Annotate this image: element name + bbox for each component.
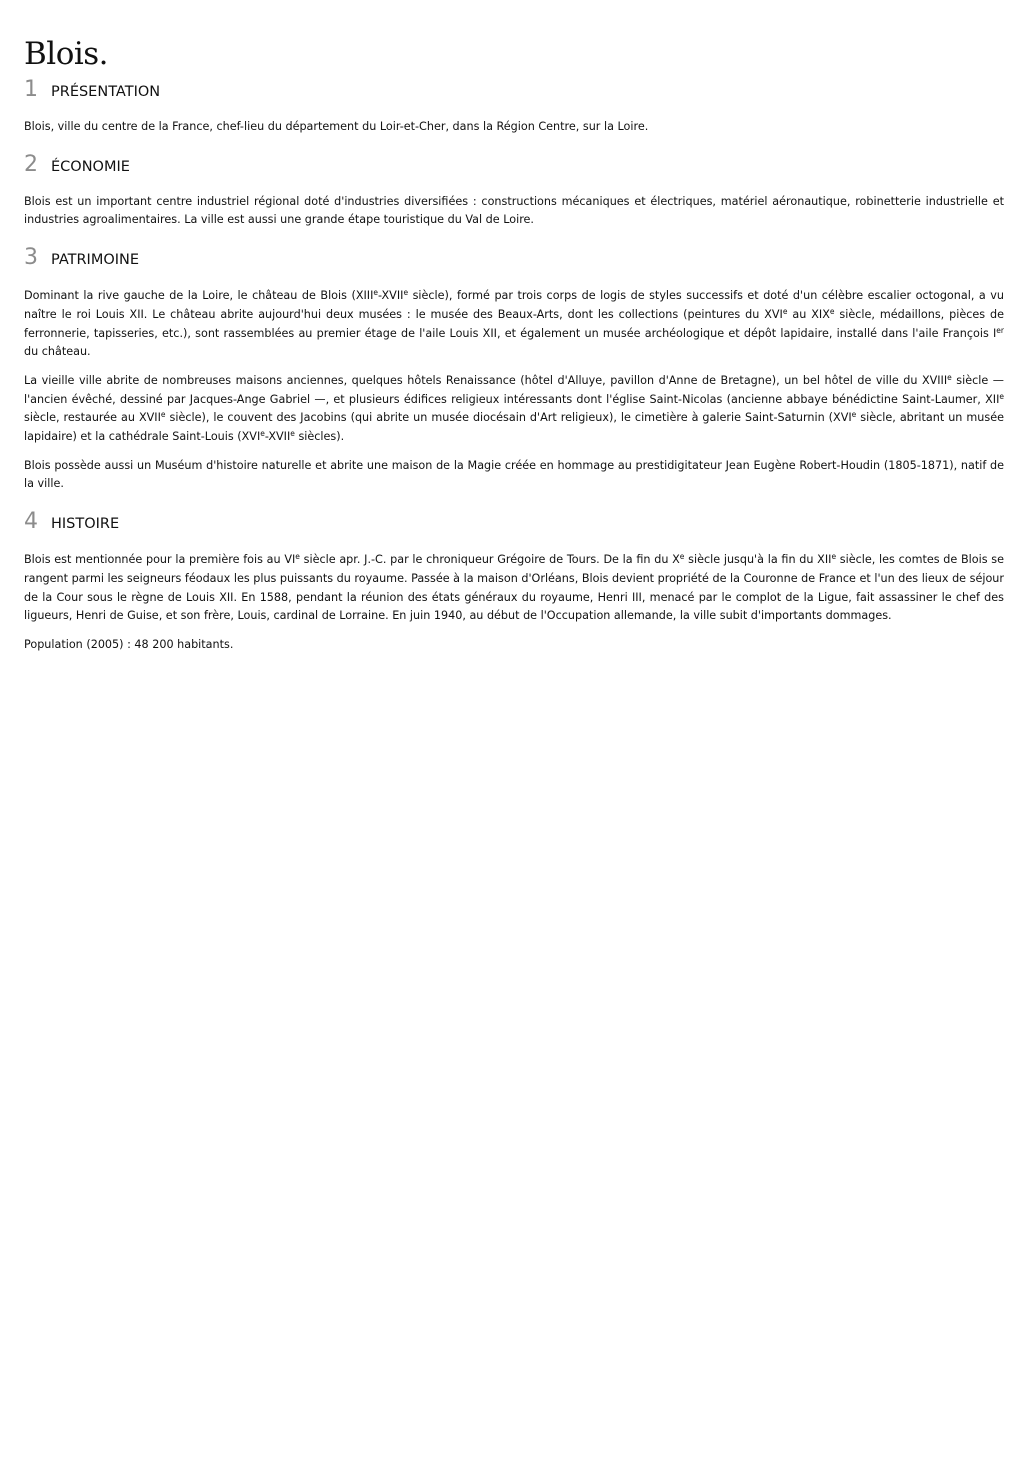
document-page: [24, 34, 1004, 655]
document-title: Blois.: [24, 36, 109, 72]
section-heading-patrimoine: [24, 244, 1004, 274]
section-label: PATRIMOINE: [51, 252, 140, 269]
paragraph-population: Population (2005) : 48 200 habitants.: [24, 637, 234, 651]
paragraph-histoire: Blois est mentionnée pour la première fois au VIe siècle apr. J.-C. par le chroniqueur Grégoire de Tours. De la fin du Xe siècle jusqu'à la fin du XIIe siècle, les comtes de Blois se rangent parmi les seigneurs féodaux les plus puissants du royaume. Passée à la maison d'Orléans, Blois devient propriété de la Couronne de France et l'un des lieux de séjour de la Cour sous le règne de Louis XII. En 1588, pendant la réunion des états généraux du royaume, Henri III, menacé par le complot de la Ligue, fait assassiner le chef des ligueurs, Henri de Guise, et son frère, Louis, cardinal de Lorraine. En juin 1940, au début de l'Occupation allemande, la ville subit d'importants dommages.: [24, 552, 1004, 623]
section-heading-histoire: [24, 508, 1004, 538]
paragraph-patrimoine-museum: Blois possède aussi un Muséum d'histoire naturelle et abrite une maison de la Magie créée en hommage au prestidigitateur Jean Eugène Robert-Houdin (1805-1871), natif de la ville.: [24, 458, 1004, 491]
paragraph-economie: Blois est un important centre industriel régional doté d'industries diversifiées : constructions mécaniques et électriques, matériel aéronautique, robinetterie industrielle et industries agroalimentaires. La ville est aussi une grande étape touristique du Val de Loire.: [24, 194, 1004, 227]
section-number: 1: [24, 77, 38, 102]
section-label: PRÉSENTATION: [51, 84, 161, 100]
section-number: 3: [24, 245, 38, 271]
section-number: 4: [24, 509, 38, 535]
section-heading-economie: [24, 151, 1004, 181]
section-number: 2: [24, 151, 38, 177]
paragraph-patrimoine-vieille-ville: La vieille ville abrite de nombreuses maisons anciennes, quelques hôtels Renaissance (hôtel d'Alluye, pavillon d'Anne de Bretagne), un bel hôtel de ville du XVIIIe siècle — l'ancien évêché, dessiné par Jacques-Ange Gabriel —, et plusieurs édifices religieux intéressants dont l'église Saint-Nicolas (ancienne abbaye bénédictine Saint-Laumer, XIIe siècle, restaurée au XVIIe siècle), le couvent des Jacobins (qui abrite un musée diocésain d'Art religieux), le cimetière à galerie Saint-Saturnin (XVIe siècle, abritant un musée lapidaire) et la cathédrale Saint-Louis (XVIe-XVIIe siècles).: [24, 372, 1004, 444]
section-label: ÉCONOMIE: [51, 158, 130, 175]
section-label: HISTOIRE: [51, 516, 120, 533]
paragraph-patrimoine-chateau: Dominant la rive gauche de la Loire, le château de Blois (XIIIe-XVIIe siècle), formé par trois corps de logis de styles successifs et doté d'un célèbre escalier octogonal, a vu naître le roi Louis XII. Le château abrite aujourd'hui deux musées : le musée des Beaux-Arts, dont les collections (peintures du XVIe au XIXe siècle, médaillons, pièces de ferronnerie, tapisseries, etc.), sont rassemblées au premier étage de l'aile Louis XII, et également un musée archéologique et dépôt lapidaire, installé dans l'aile François Ier du château.: [24, 288, 1004, 359]
paragraph-presentation: Blois, ville du centre de la France, chef-lieu du département du Loir-et-Cher, dans la Région Centre, sur la Loire.: [24, 120, 649, 133]
section-heading-presentation: [24, 76, 1004, 106]
